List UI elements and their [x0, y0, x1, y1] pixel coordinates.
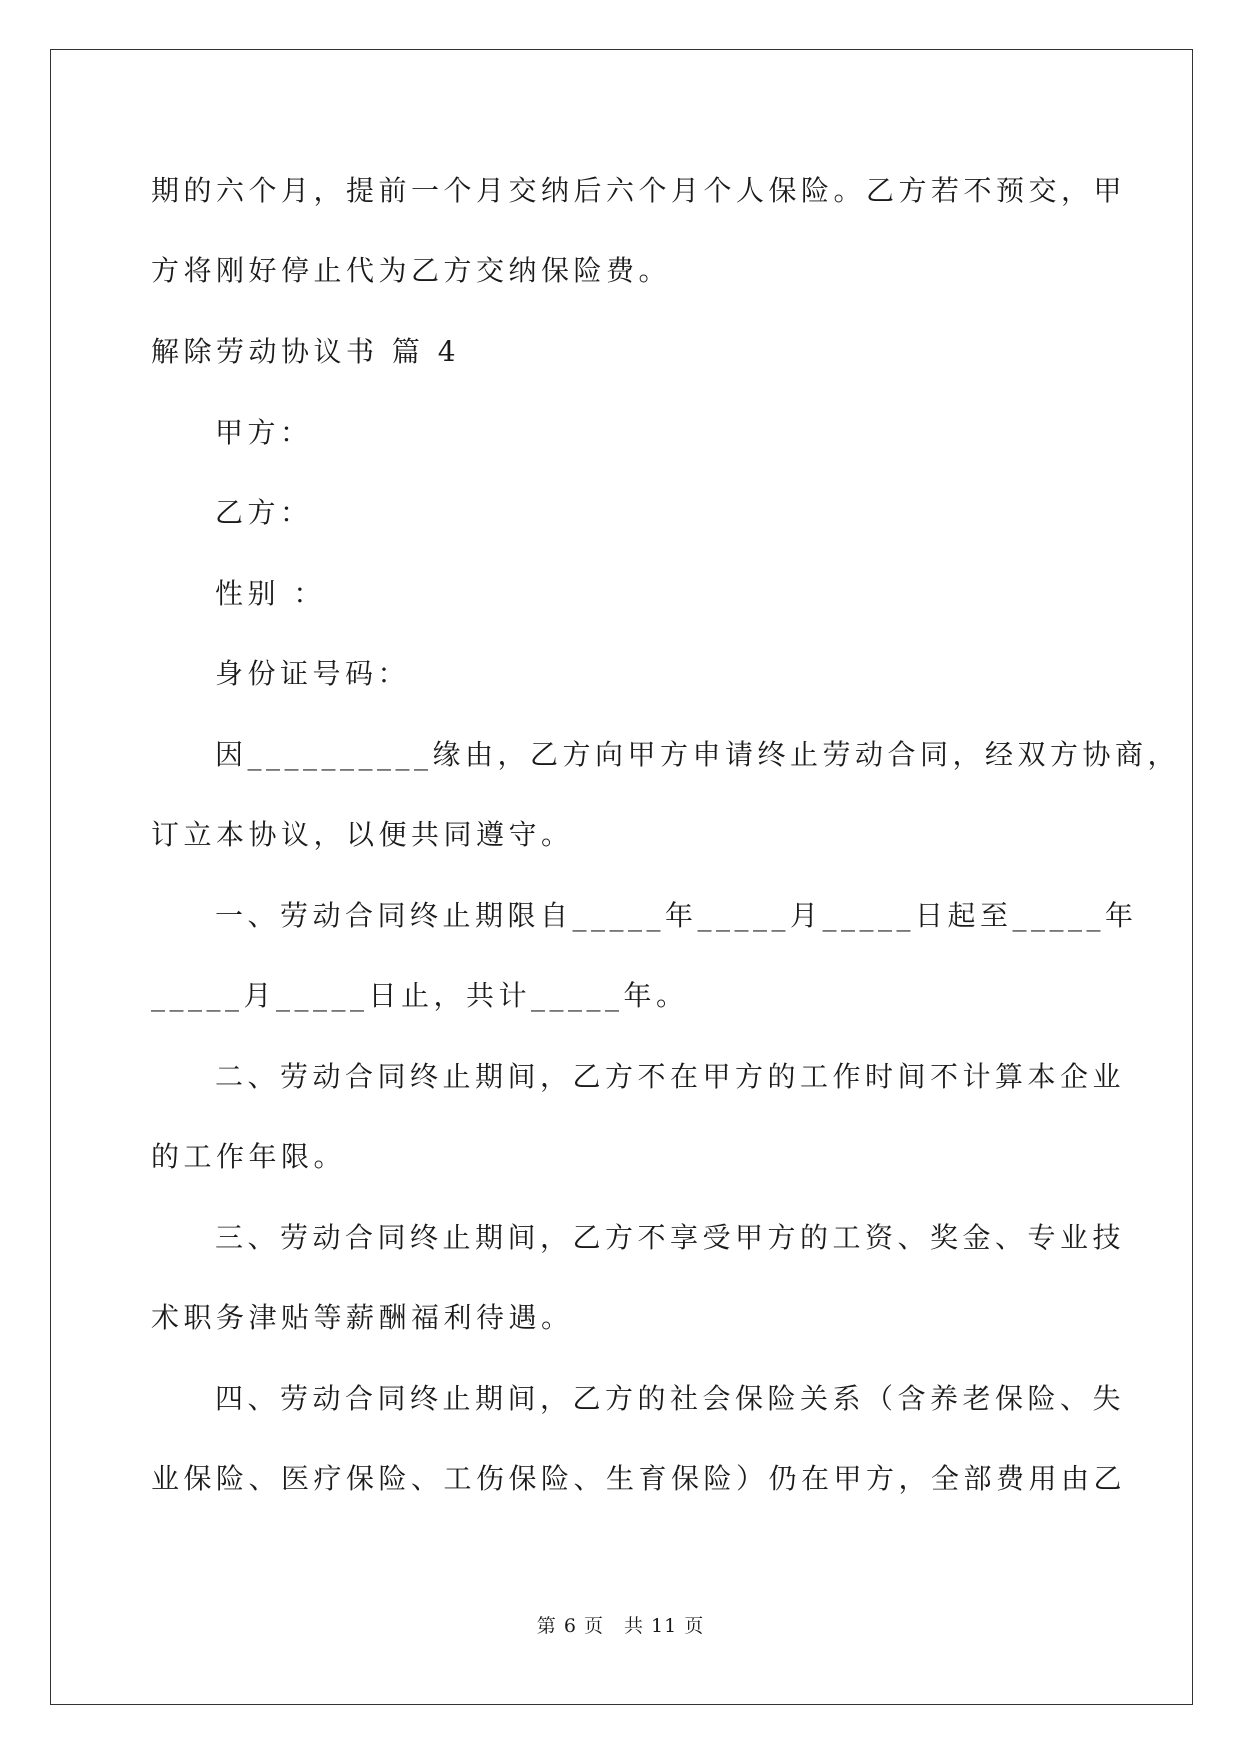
id-number-label: 身份证号码： [215, 657, 411, 690]
page-border [50, 49, 1193, 1705]
party-b-label: 乙方： [215, 496, 313, 529]
body-line-1: 期的六个月，提前一个月交纳后六个月个人保险。乙方若不预交，甲 [151, 174, 1127, 207]
page-number-footer: 第 6 页 共 11 页 [536, 1615, 705, 1637]
clause-4-line-2: 业保险、医疗保险、工伤保险、生育保险）仍在甲方，全部费用由乙 [151, 1462, 1127, 1495]
clause-1-line-1: 一、劳动合同终止期限自_____年_____月_____日起至_____年 [215, 899, 1138, 932]
clause-2-line-2: 的工作年限。 [151, 1140, 347, 1173]
body-line-2: 方将刚好停止代为乙方交纳保险费。 [151, 254, 672, 287]
clause-3-line-1: 三、劳动合同终止期间，乙方不享受甲方的工资、奖金、专业技 [215, 1221, 1126, 1254]
reason-paragraph-line-2: 订立本协议，以便共同遵守。 [151, 818, 574, 851]
reason-paragraph-line-1: 因__________缘由，乙方向甲方申请终止劳动合同，经双方协商， [215, 738, 1181, 771]
party-a-label: 甲方： [215, 416, 313, 449]
clause-1-line-2: _____月_____日止，共计_____年。 [151, 979, 689, 1012]
gender-label: 性别 ： [215, 577, 326, 610]
clause-3-line-2: 术职务津贴等薪酬福利待遇。 [151, 1301, 574, 1334]
clause-4-line-1: 四、劳动合同终止期间，乙方的社会保险关系（含养老保险、失 [215, 1382, 1126, 1415]
section-heading: 解除劳动协议书 篇 4 [151, 335, 461, 368]
clause-2-line-1: 二、劳动合同终止期间，乙方不在甲方的工作时间不计算本企业 [215, 1060, 1126, 1093]
